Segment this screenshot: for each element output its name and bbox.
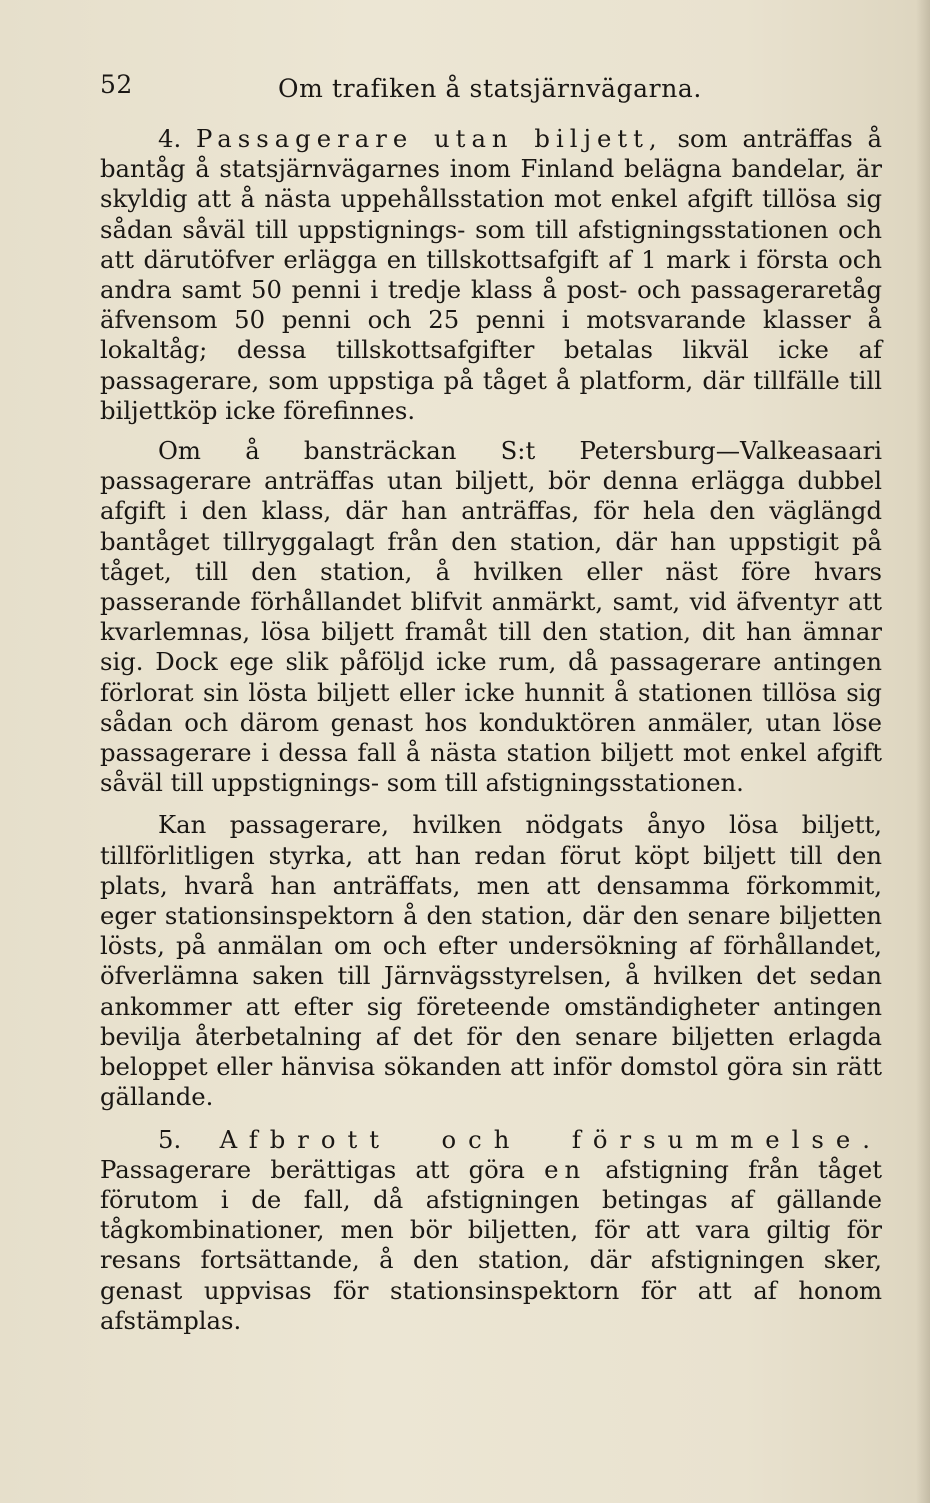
section-5-paragraph-1b: afstigning från tåget förutom i de fall, då afstigningen betingas af gällande tågkombinationer, men bör biljetten, för att vara giltig för resans fortsättande, å den station, där afstigningen sker, genast uppvisas för stationsinspektorn för att af honom afstämplas.	[100, 1154, 882, 1335]
section-4-paragraph-3: Kan passagerare, hvilken nödgats ånyo lösa biljett, tillförlitligen styrka, att han redan förut köpt biljett till den plats, hvarå han anträffats, men att densamma förkommit, eger stationsinspektorn å den station, där den senare biljetten lösts, på anmälan om och efter undersökning af förhållandet, öfverlämna saken till Järnvägsstyrelsen, å hvilken det sedan ankommer att efter sig företeende omständigheter antingen bevilja återbetalning af det för den senare biljetten erlagda beloppet eller hänvisa sökanden att inför domstol göra sin rätt gällande.	[100, 810, 882, 1112]
page-edge-shadow	[916, 0, 930, 1503]
section-4-paragraph-1	[100, 124, 882, 426]
section-4-number: 4.	[158, 124, 182, 153]
body-text	[100, 124, 882, 1336]
running-title: Om trafiken å statsjärnvägarna.	[278, 74, 702, 103]
page-number: 52	[100, 70, 133, 99]
section-4-paragraph-1-text: som anträffas å bantåg å statsjärnvägarnes inom Finland belägna bandelar, är skyldig att å nästa uppehållsstation mot enkel afgift tillösa sig sådan såväl till uppstignings- som till afstigningsstationen och att därutöfver erlägga en tillskottsafgift af 1 mark i första och andra samt 50 penni i tredje klass å post- och passageraretåg äfvensom 50 penni och 25 penni i motsvarande klasser å lokaltåg; dessa tillskottsafgifter betalas likväl icke af passagerare, som uppstiga på tåget å platform, där tillfälle till biljettköp icke förefinnes.	[100, 124, 882, 425]
page-header	[100, 70, 880, 110]
section-4-heading: Passagerare utan biljett,	[196, 124, 663, 153]
section-5-spaced-word: en	[544, 1154, 587, 1184]
section-5-heading: Afbrott och försummelse.	[219, 1124, 882, 1154]
section-5-paragraph-1a: Passagerare berättigas att göra	[100, 1154, 525, 1184]
section-4-paragraph-2: Om å bansträckan S:t Petersburg—Valkeasaari passagerare anträffas utan biljett, bör denna erlägga dubbel afgift i den klass, där han anträffas, för hela den väglängd bantåget tillryggalagt från den station, där han uppstigit på tåget, till den station, å hvilken eller näst före hvars passerande förhållandet blifvit anmärkt, samt, vid äfventyr att kvarlemnas, lösa biljett framåt till den station, dit han ämnar sig. Dock ege slik påföljd icke rum, då passagerare antingen förlorat sin lösta biljett eller icke hunnit å stationen tillösa sig sådan och därom genast hos konduktören anmäler, utan löse passagerare i dessa fall å nästa station biljett mot enkel afgift såväl till uppstignings- som till afstigningsstationen.	[100, 436, 882, 798]
section-5-number: 5.	[158, 1124, 182, 1154]
section-5-paragraph-1	[100, 1125, 882, 1336]
